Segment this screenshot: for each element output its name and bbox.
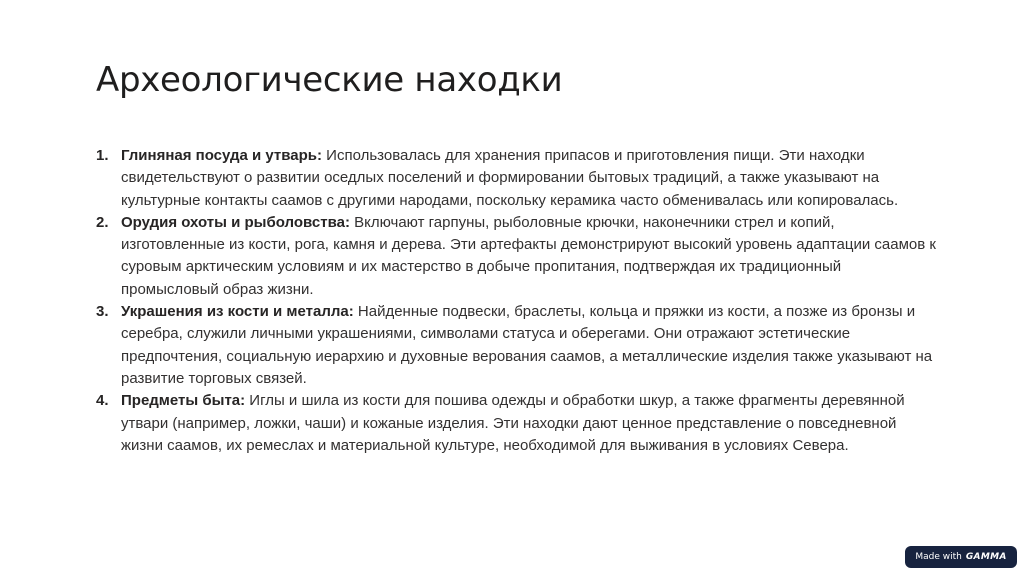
findings-list — [96, 145, 936, 457]
list-item-number: 1. — [96, 147, 109, 164]
list-item-lead: Предметы быта: — [121, 392, 246, 410]
list-item-text: Использовалась для хранения припасов и приготовления пищи. Эти находки свидетельствуют о развитии оседлых поселений и формировании бытовых традиций, а также указывают на культурные контакты саамов с другими народами, поскольку керамика часто обменивалась или копировалась. — [121, 147, 899, 209]
list-item-text: Иглы и шила из кости для пошива одежды и обработки шкур, а также фрагменты деревянной утвари (например, ложки, чаши) и кожаные изделия. Эти находки дают ценное представление о повседневной жизни саамов, их ремеслах и материальной культуре, необходимой для выживания в условиях Севера. — [121, 392, 905, 454]
badge-prefix: Made with — [915, 552, 962, 562]
list-item-body — [121, 145, 936, 212]
list-item — [96, 212, 936, 301]
list-item-body — [121, 390, 936, 457]
list-item-number: 4. — [96, 392, 109, 410]
list-item-lead: Украшения из кости и металла: — [121, 303, 354, 321]
slide-title: Археологические находки — [96, 60, 563, 100]
list-item-body — [121, 301, 936, 390]
gamma-logo: GAMMA — [965, 552, 1007, 562]
list-item — [96, 390, 936, 457]
list-item — [96, 145, 936, 212]
list-item-text: Включают гарпуны, рыболовные крючки, наконечники стрел и копий, изготовленные из кости, рога, камня и дерева. Эти артефакты демонстрируют высокий уровень адаптации саамов к суровым арктическим условиям и их мастерство в добыче пропитания, подтверждая их традиционный промысловый образ жизни. — [121, 213, 936, 298]
list-item-number: 3. — [96, 303, 109, 321]
list-item-body — [121, 212, 936, 301]
made-with-gamma-badge[interactable] — [905, 546, 1017, 568]
list-item-lead: Орудия охоты и рыболовства: — [121, 213, 350, 231]
list-item-lead: Глиняная посуда и утварь: — [121, 147, 323, 164]
list-item — [96, 301, 936, 390]
list-item-number: 2. — [96, 213, 109, 231]
list-item-text: Найденные подвески, браслеты, кольца и пряжки из кости, а позже из бронзы и серебра, служили личными украшениями, символами статуса и оберегами. Они отражают эстетические предпочтения, социальную иерархию и духовные верования саамов, а металлические изделия также указывают на развитие торговых связей. — [121, 303, 933, 387]
